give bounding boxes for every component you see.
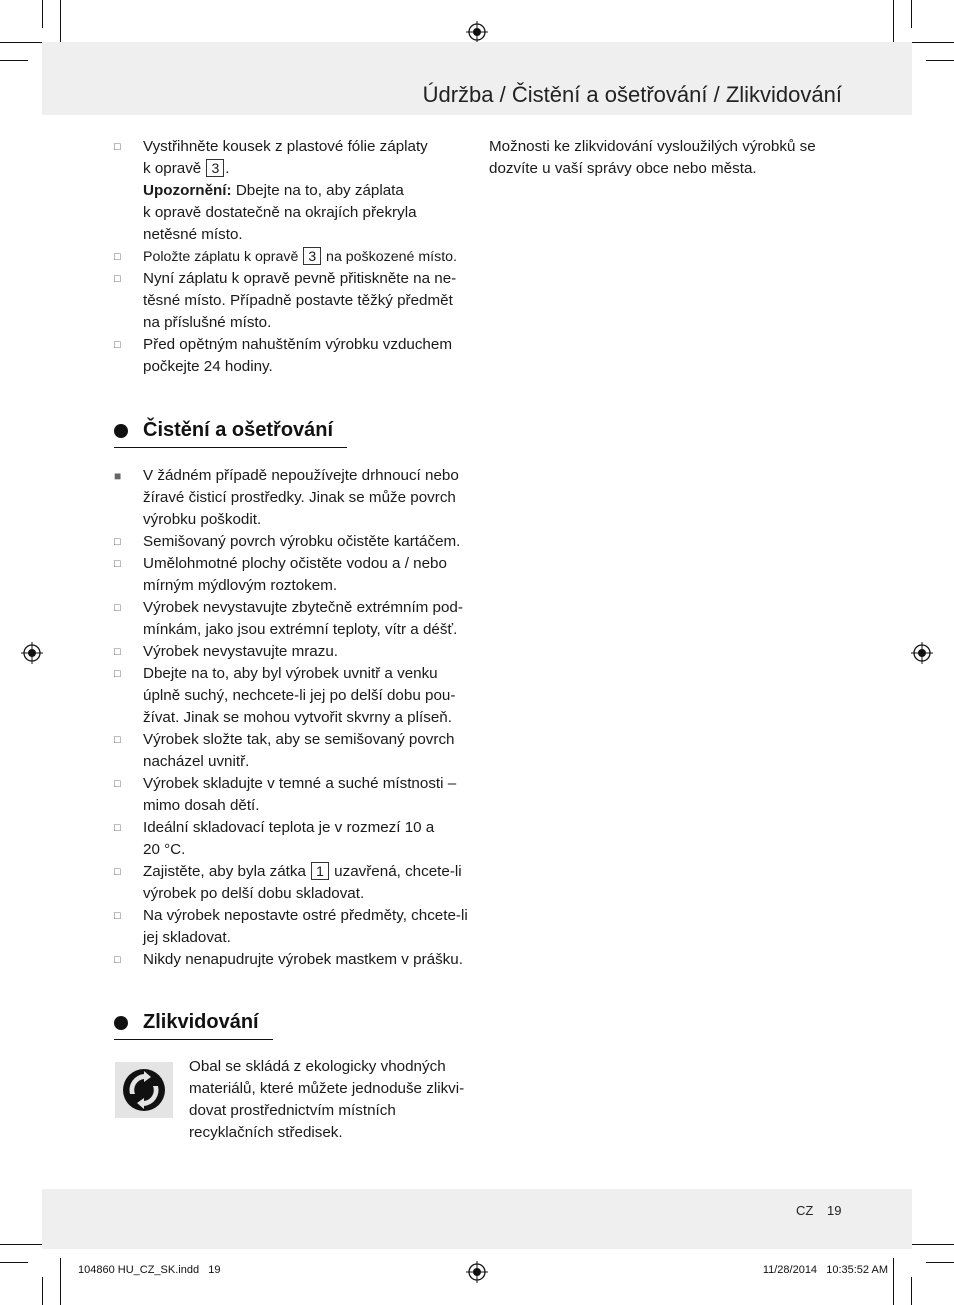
checkbox-bullet-icon: □ xyxy=(114,141,121,153)
checkbox-bullet-icon: □ xyxy=(114,954,121,966)
repair-steps xyxy=(114,136,470,378)
right-column-text: Možnosti ke zlikvidování vysloužilých výrobků se dozvíte u vaší správy obce nebo města. xyxy=(489,138,816,177)
registration-mark-icon xyxy=(466,21,488,43)
crop-mark xyxy=(60,0,61,47)
cleaning-list xyxy=(114,465,470,971)
recycling-green-dot-icon xyxy=(121,1067,167,1113)
checkbox-bullet-icon: □ xyxy=(114,339,121,351)
crop-mark xyxy=(0,1262,28,1263)
checkbox-bullet-icon: □ xyxy=(114,734,121,746)
registration-mark-icon xyxy=(911,642,933,664)
list-item: ■ V žádném případě nepoužívejte drhnoucí nebo žíravé čisticí prostředky. Jinak se může povrch výrobku poškodit. xyxy=(114,467,459,528)
crop-mark xyxy=(42,1277,43,1305)
page-number: 19 xyxy=(827,1203,842,1218)
list-item: □ Výrobek skladujte v temné a suché místnosti – mimo dosah dětí. xyxy=(114,775,457,814)
checkbox-bullet-icon: □ xyxy=(114,536,121,548)
part-reference: 3 xyxy=(303,247,321,265)
list-item: □ Před opětným nahuštěním výrobku vzduchem počkejte 24 hodiny. xyxy=(114,336,452,375)
page-header-title: Údržba / Čistění a ošetřování / Zlikvidování xyxy=(422,82,842,107)
crop-mark xyxy=(42,0,43,28)
checkbox-bullet-icon: □ xyxy=(114,646,121,658)
checkbox-bullet-icon: □ xyxy=(114,668,121,680)
crop-mark xyxy=(60,1258,61,1305)
crop-mark xyxy=(907,1244,954,1245)
warning-note: Upozornění: Dbejte na to, aby záplata xyxy=(143,182,404,199)
crop-mark xyxy=(893,1258,894,1305)
registration-mark-icon xyxy=(21,642,43,664)
crop-mark xyxy=(0,1244,47,1245)
list-item xyxy=(114,136,470,246)
list-item: □ Na výrobek nepostavte ostré předměty, chcete-li jej skladovat. xyxy=(114,907,468,946)
list-item: □ Dbejte na to, aby byl výrobek uvnitř a venku úplně suchý, nechcete-li jej po delší dobu pou- žívat. Jinak se mohou vytvořit skvrny a plíseň. xyxy=(114,665,456,726)
warning-label: Upozornění: xyxy=(143,182,232,199)
list-item: □ Nikdy nenapudrujte výrobek mastkem v prášku. xyxy=(114,949,470,971)
warning-note: k opravě dostatečně na okrajích překryla xyxy=(143,204,417,221)
bullet-dot-icon xyxy=(114,1016,128,1030)
crop-mark xyxy=(926,1262,954,1263)
list-item-text: k opravě 3 . xyxy=(143,160,230,177)
footer-band xyxy=(42,1189,912,1249)
crop-mark xyxy=(926,60,954,61)
crop-mark xyxy=(911,0,912,28)
crop-mark xyxy=(0,60,28,61)
checkbox-bullet-icon: □ xyxy=(114,778,121,790)
file-imprint: 104860 HU_CZ_SK.indd 19 xyxy=(78,1264,221,1276)
list-item: □ Nyní záplatu k opravě pevně přitiskněte na ne- těsné místo. Případně postavte těžký předmět na příslušné místo. xyxy=(114,270,457,331)
part-reference: 1 xyxy=(311,862,329,880)
checkbox-bullet-icon: □ xyxy=(114,866,121,878)
checkbox-bullet-icon: □ xyxy=(114,273,121,285)
list-item: □ Umělohmotné plochy očistěte vodou a / nebo mírným mýdlovým roztokem. xyxy=(114,555,447,594)
list-item: □ Zajistěte, aby byla zátka 1 uzavřená, chcete-li výrobek po delší dobu skladovat. xyxy=(114,863,462,902)
section-heading-disposal: Zlikvidování xyxy=(114,1011,259,1034)
checkbox-bullet-icon: □ xyxy=(114,251,121,263)
bullet-dot-icon xyxy=(114,424,128,438)
square-bullet-icon: ■ xyxy=(114,469,122,483)
list-item: □ Položte záplatu k opravě 3 na poškozené místo. xyxy=(114,246,470,268)
warning-note: netěsné místo. xyxy=(143,226,243,243)
checkbox-bullet-icon: □ xyxy=(114,602,121,614)
crop-mark xyxy=(907,42,954,43)
timestamp-imprint: 11/28/2014 10:35:52 AM xyxy=(762,1264,888,1276)
section-heading-cleaning: Čistění a ošetřování xyxy=(114,419,333,442)
part-reference: 3 xyxy=(206,159,224,177)
list-item-text: Vystřihněte kousek z plastové fólie záplaty xyxy=(143,138,428,155)
checkbox-bullet-icon: □ xyxy=(114,558,121,570)
registration-mark-icon xyxy=(466,1261,488,1283)
disposal-text: Obal se skládá z ekologicky vhodných materiálů, které můžete jednoduše zlikvi- dovat prostřednictvím místních recyklačních středisek. xyxy=(189,1058,465,1141)
language-code: CZ xyxy=(796,1203,814,1218)
list-item: □ Ideální skladovací teplota je v rozmezí 10 a 20 °C. xyxy=(114,819,435,858)
list-item: □ Výrobek nevystavujte mrazu. xyxy=(114,641,470,663)
list-item: □ Semišovaný povrch výrobku očistěte kartáčem. xyxy=(114,531,470,553)
checkbox-bullet-icon: □ xyxy=(114,822,121,834)
crop-mark xyxy=(0,42,47,43)
recycling-icon-box xyxy=(115,1062,173,1118)
crop-mark xyxy=(911,1277,912,1305)
list-item: □ Výrobek složte tak, aby se semišovaný povrch nacházel uvnitř. xyxy=(114,731,455,770)
checkbox-bullet-icon: □ xyxy=(114,910,121,922)
list-item: □ Výrobek nevystavujte zbytečně extrémním pod- mínkám, jako jsou extrémní teploty, vítr a déšť. xyxy=(114,599,463,638)
crop-mark xyxy=(893,0,894,47)
